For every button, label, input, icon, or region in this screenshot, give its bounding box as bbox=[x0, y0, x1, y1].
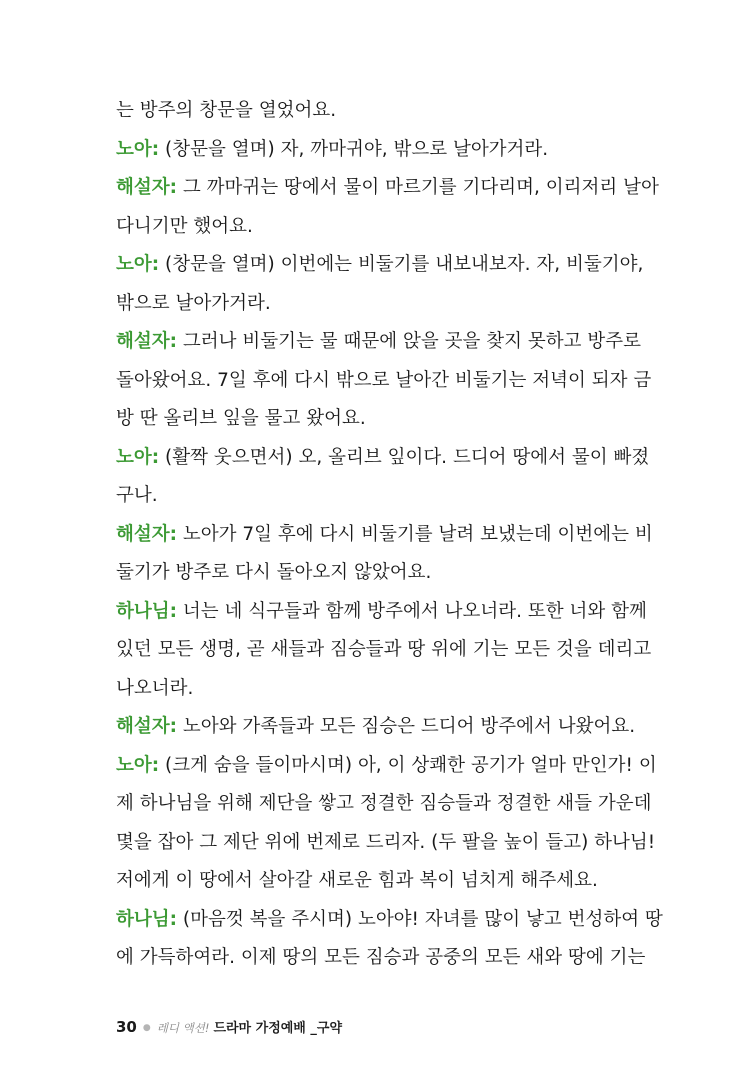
line-text: (창문을 열며) 이번에는 비둘기를 내보내보자. 자, 비둘기야, bbox=[159, 254, 644, 275]
page-body bbox=[116, 92, 663, 978]
line-text: 방 딴 올리브 잎을 물고 왔어요. bbox=[116, 408, 366, 429]
line-text: 돌아왔어요. 7일 후에 다시 밖으로 날아간 비둘기는 저녁이 되자 금 bbox=[116, 369, 652, 391]
page-number: 30 bbox=[116, 1018, 137, 1036]
line-text: 는 방주의 창문을 열었어요. bbox=[116, 100, 337, 121]
line-text: 제 하나님을 위해 제단을 쌓고 정결한 짐승들과 정결한 새들 가운데 bbox=[116, 793, 652, 814]
text-line bbox=[116, 862, 636, 901]
text-line bbox=[116, 670, 636, 709]
speaker-label: 해설자: bbox=[116, 177, 178, 198]
speaker-label: 하나님: bbox=[116, 600, 178, 622]
line-text: (활짝 웃으면서) 오, 올리브 잎이다. 드디어 땅에서 물이 빠졌 bbox=[159, 446, 650, 468]
speaker-label: 해설자: bbox=[116, 523, 178, 545]
text-line bbox=[116, 362, 652, 401]
text-line bbox=[116, 169, 659, 208]
line-text: 밖으로 날아가거라. bbox=[116, 292, 271, 314]
text-line bbox=[116, 285, 636, 324]
line-text: 있던 모든 생명, 곧 새들과 짐승들과 땅 위에 기는 모든 것을 데리고 bbox=[116, 639, 652, 660]
text-line bbox=[116, 400, 636, 439]
line-text: 구나. bbox=[116, 485, 158, 506]
speaker-label: 해설자: bbox=[116, 331, 178, 352]
speaker-label: 노아: bbox=[116, 254, 160, 275]
line-text: 다니기만 했어요. bbox=[116, 215, 253, 237]
series-name: 레디 액션! bbox=[156, 1021, 210, 1035]
text-line bbox=[116, 477, 636, 516]
speaker-label: 노아: bbox=[116, 446, 160, 468]
line-text: 에 가득하여라. 이제 땅의 모든 짐승과 공중의 모든 새와 땅에 기는 bbox=[116, 947, 646, 968]
line-text: 그러나 비둘기는 물 때문에 앉을 곳을 찾지 못하고 방주로 bbox=[177, 331, 641, 352]
text-line bbox=[116, 439, 650, 478]
text-line bbox=[116, 554, 636, 593]
text-line bbox=[116, 901, 663, 940]
text-line bbox=[116, 824, 656, 863]
line-text: 몇을 잡아 그 제단 위에 번제로 드리자. (두 팔을 높이 들고) 하나님! bbox=[116, 831, 656, 853]
speaker-label: 노아: bbox=[116, 138, 160, 160]
bullet-separator-icon: ● bbox=[142, 1023, 151, 1033]
line-text: (크게 숨을 들이마시며) 아, 이 상쾌한 공기가 얼마 만인가! 이 bbox=[159, 754, 657, 776]
text-line bbox=[116, 516, 653, 555]
line-text: 둘기가 방주로 다시 돌아오지 않았어요. bbox=[116, 562, 432, 583]
text-line bbox=[116, 92, 636, 131]
text-line bbox=[116, 208, 636, 247]
text-line bbox=[116, 747, 657, 786]
line-text: (마음껏 복을 주시며) 노아야! 자녀를 많이 낳고 번성하여 땅 bbox=[177, 908, 663, 930]
speaker-label: 하나님: bbox=[116, 908, 178, 930]
line-text: 노아와 가족들과 모든 짐승은 드디어 방주에서 나왔어요. bbox=[177, 716, 636, 737]
text-line bbox=[116, 131, 636, 170]
line-text: 나오너라. bbox=[116, 677, 194, 699]
speaker-label: 해설자: bbox=[116, 716, 178, 737]
book-title: 드라마 가정예배 _구약 bbox=[213, 1021, 343, 1036]
text-line bbox=[116, 708, 636, 747]
line-text: (창문을 열며) 자, 까마귀야, 밖으로 날아가거라. bbox=[159, 138, 549, 160]
line-text: 저에게 이 땅에서 살아갈 새로운 힘과 복이 넘치게 해주세요. bbox=[116, 870, 598, 891]
text-line bbox=[116, 246, 644, 285]
text-line bbox=[116, 631, 652, 670]
speaker-label: 노아: bbox=[116, 754, 160, 776]
line-text: 너는 네 식구들과 함께 방주에서 나오너라. 또한 너와 함께 bbox=[177, 600, 647, 622]
line-text: 노아가 7일 후에 다시 비둘기를 날려 보냈는데 이번에는 비 bbox=[177, 523, 653, 545]
text-line bbox=[116, 939, 646, 978]
page-footer bbox=[116, 1017, 342, 1037]
text-line bbox=[116, 323, 641, 362]
line-text: 그 까마귀는 땅에서 물이 마르기를 기다리며, 이리저리 날아 bbox=[177, 177, 659, 198]
text-line bbox=[116, 785, 652, 824]
text-line bbox=[116, 593, 647, 632]
